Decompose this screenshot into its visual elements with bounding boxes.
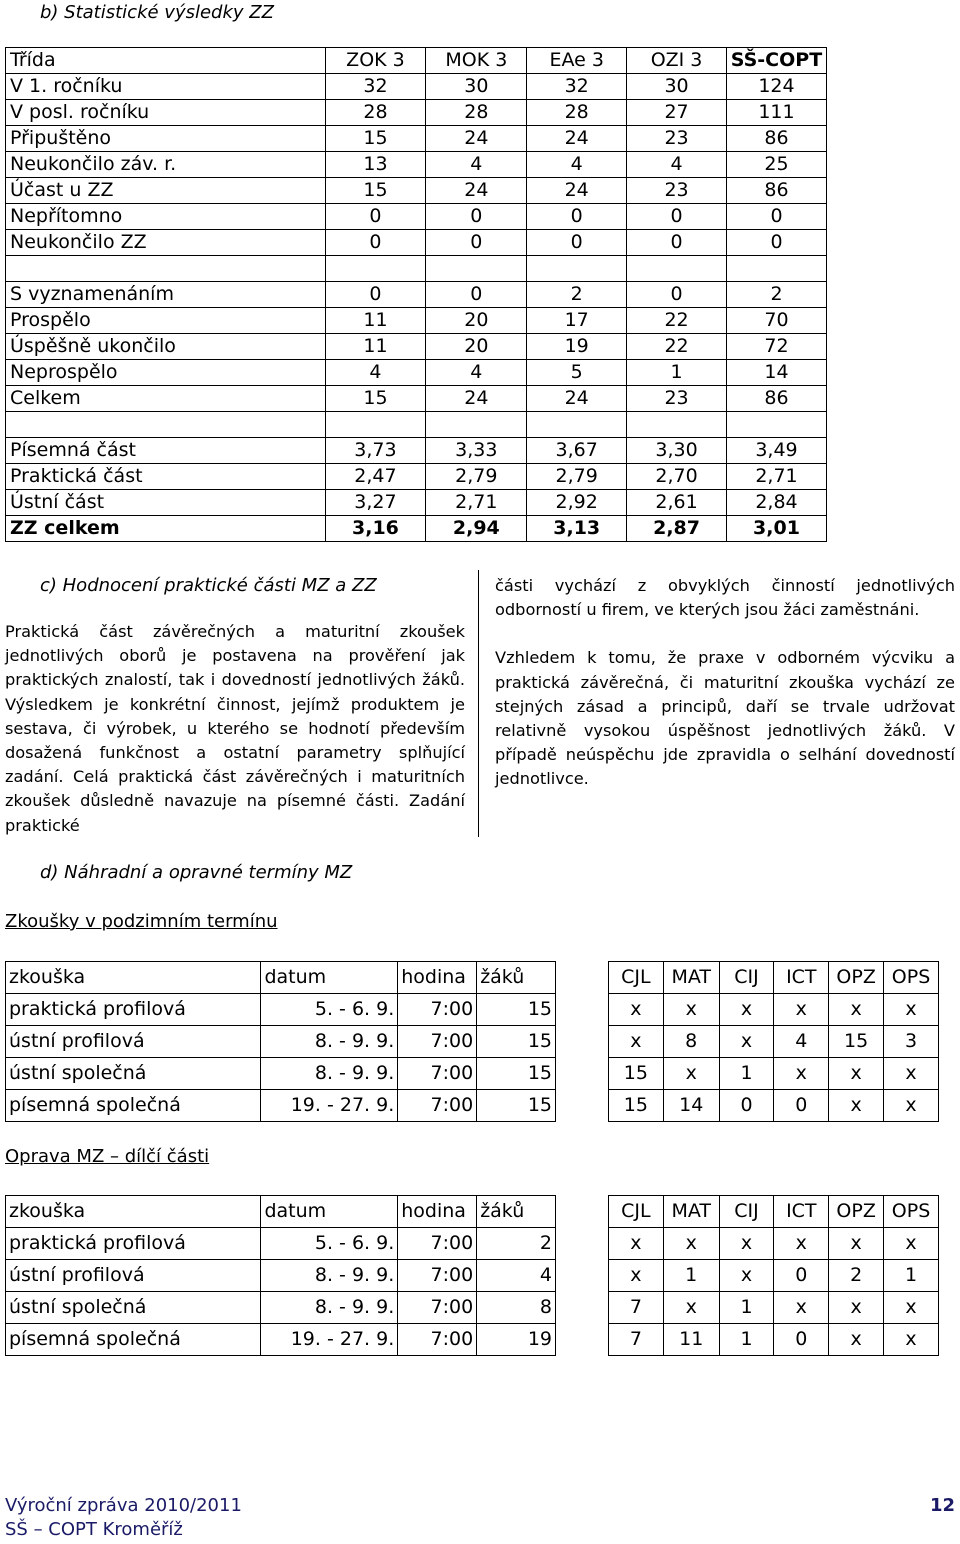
subject-cell: x xyxy=(663,1058,719,1090)
results-cell: 28 xyxy=(426,100,527,126)
results-cell: 13 xyxy=(325,152,426,178)
section-c-left-text: Praktická část závěrečných a maturitní zkoušek jednotlivých oborů je postavena na prověření jak praktických znalostí, tak i dovedností jednotlivých žáků. Výsledkem je konkrétní činnost, jejímž produktem je sestava, či výrobek, u kterého se hodnotí především dosažená funkčnost a ostatní parametry splňující zadání. Celá praktická část závěrečných i maturitních zkoušek důsledně navazuje na písemné části. Zadání praktické xyxy=(5,622,465,835)
subject-cell: 1 xyxy=(719,1324,774,1356)
results-cell: 1 xyxy=(627,360,727,386)
results-cell: 3,73 xyxy=(325,438,426,464)
subject-cell: 1 xyxy=(663,1260,719,1292)
results-cell: 19 xyxy=(527,334,627,360)
results-row-label: Připuštěno xyxy=(6,126,326,152)
exam-cell: 8 xyxy=(477,1292,556,1324)
results-cell: 22 xyxy=(627,334,727,360)
subject-cell: x xyxy=(663,994,719,1026)
subject-cell: x xyxy=(719,1228,774,1260)
results-cell: 15 xyxy=(325,386,426,412)
section-d-title: d) Náhradní a opravné termíny MZ xyxy=(40,862,353,883)
subject-cell: 15 xyxy=(609,1058,664,1090)
subjects-row xyxy=(609,1058,939,1090)
exam-header-row xyxy=(6,962,556,994)
subject-cell: 0 xyxy=(774,1090,829,1122)
results-row xyxy=(6,204,827,230)
results-cell: 0 xyxy=(627,204,727,230)
results-cell xyxy=(325,412,426,438)
results-header-cell: ZOK 3 xyxy=(325,48,426,74)
results-cell: 86 xyxy=(726,178,826,204)
footer-school: SŠ – COPT Kroměříž xyxy=(5,1519,183,1540)
results-cell xyxy=(527,256,627,282)
subject-cell: x xyxy=(884,994,939,1026)
subjects-row xyxy=(609,1026,939,1058)
results-cell: 3,49 xyxy=(726,438,826,464)
subject-cell: 3 xyxy=(884,1026,939,1058)
subjects-row xyxy=(609,1228,939,1260)
results-cell: 24 xyxy=(527,126,627,152)
results-cell: 4 xyxy=(426,152,527,178)
results-row-label: Praktická část xyxy=(6,464,326,490)
results-row xyxy=(6,100,827,126)
exam-row xyxy=(6,1090,556,1122)
subject-cell: 11 xyxy=(663,1324,719,1356)
subject-cell: 14 xyxy=(663,1090,719,1122)
subject-cell: x xyxy=(663,1292,719,1324)
subject-cell: 1 xyxy=(884,1260,939,1292)
results-cell: 2,71 xyxy=(426,490,527,516)
exam-row xyxy=(6,1292,556,1324)
subject-cell: x xyxy=(829,1090,884,1122)
exam-cell: ústní společná xyxy=(6,1058,261,1090)
results-cell: 20 xyxy=(426,308,527,334)
results-cell: 0 xyxy=(527,204,627,230)
results-header-row xyxy=(6,48,827,74)
results-cell: 4 xyxy=(325,360,426,386)
results-cell: 17 xyxy=(527,308,627,334)
results-row-label: Ústní část xyxy=(6,490,326,516)
subjects-header-row xyxy=(609,962,939,994)
results-cell: 0 xyxy=(325,282,426,308)
results-row xyxy=(6,334,827,360)
subject-header-cell: CIJ xyxy=(719,962,774,994)
results-row-label: Písemná část xyxy=(6,438,326,464)
results-cell: 32 xyxy=(325,74,426,100)
results-row-label: Účast u ZZ xyxy=(6,178,326,204)
results-header-cell: SŠ-COPT xyxy=(726,48,826,74)
results-cell: 14 xyxy=(726,360,826,386)
results-cell: 0 xyxy=(426,204,527,230)
results-cell: 2 xyxy=(527,282,627,308)
subject-cell: x xyxy=(609,1228,664,1260)
autumn-exam-table xyxy=(5,961,556,1122)
results-cell: 5 xyxy=(527,360,627,386)
section-c-right-text-2: Vzhledem k tomu, že praxe v odborném výcviku a praktická závěrečná, či maturitní zkouška vychází ze stejných zásad a principů, daří se trvale udržovat relativně vysokou úspěšnost jednotlivých žáků. V případě neúspěchu jde zpravidla o selhání dovedností jednotlivce. xyxy=(495,648,955,789)
results-cell: 24 xyxy=(527,178,627,204)
subject-cell: x xyxy=(884,1058,939,1090)
exam-cell: ústní společná xyxy=(6,1292,261,1324)
results-cell: 15 xyxy=(325,178,426,204)
results-cell: 3,33 xyxy=(426,438,527,464)
exam-cell: 4 xyxy=(477,1260,556,1292)
results-cell: 0 xyxy=(627,282,727,308)
results-row-label: ZZ celkem xyxy=(6,516,326,542)
exam-header-cell: žáků xyxy=(477,962,556,994)
exam-cell: 7:00 xyxy=(398,1090,477,1122)
section-c-right-text-1: části vychází z obvyklých činností jednotlivých odborností u firem, ve kterých jsou žáci zaměstnáni. xyxy=(495,576,955,620)
subjects-row xyxy=(609,1260,939,1292)
subject-cell: x xyxy=(774,1058,829,1090)
results-cell: 0 xyxy=(527,230,627,256)
results-row-label: Prospělo xyxy=(6,308,326,334)
subject-header-cell: CJL xyxy=(609,962,664,994)
exam-cell: 15 xyxy=(477,994,556,1026)
subject-cell: 2 xyxy=(829,1260,884,1292)
results-cell xyxy=(627,412,727,438)
exam-row xyxy=(6,1026,556,1058)
results-cell: 2 xyxy=(726,282,826,308)
results-row xyxy=(6,152,827,178)
section-c-right-column xyxy=(495,574,955,792)
autumn-subtitle: Zkoušky v podzimním termínu xyxy=(5,911,278,932)
subject-cell: 4 xyxy=(774,1026,829,1058)
exam-header-cell: zkouška xyxy=(6,962,261,994)
subject-cell: x xyxy=(829,1292,884,1324)
results-cell: 4 xyxy=(426,360,527,386)
results-cell: 3,27 xyxy=(325,490,426,516)
subject-cell: x xyxy=(609,994,664,1026)
exam-header-cell: datum xyxy=(261,962,398,994)
subject-cell: 0 xyxy=(774,1324,829,1356)
results-cell: 0 xyxy=(726,204,826,230)
subject-cell: x xyxy=(829,1228,884,1260)
exam-row xyxy=(6,1058,556,1090)
subject-cell: x xyxy=(774,1228,829,1260)
results-row-label xyxy=(6,412,326,438)
subject-header-cell: ICT xyxy=(774,1196,829,1228)
results-cell: 0 xyxy=(627,230,727,256)
results-row xyxy=(6,516,827,542)
results-row-label: Nepřítomno xyxy=(6,204,326,230)
results-row-label: Neukončilo záv. r. xyxy=(6,152,326,178)
results-cell: 20 xyxy=(426,334,527,360)
results-cell: 0 xyxy=(325,204,426,230)
results-row-label: Neukončilo ZZ xyxy=(6,230,326,256)
exam-cell: 15 xyxy=(477,1090,556,1122)
results-cell: 28 xyxy=(325,100,426,126)
results-cell: 72 xyxy=(726,334,826,360)
subject-header-cell: OPZ xyxy=(829,962,884,994)
results-row xyxy=(6,360,827,386)
results-cell: 0 xyxy=(325,230,426,256)
subject-cell: x xyxy=(719,1026,774,1058)
subject-cell: x xyxy=(774,1292,829,1324)
exam-row xyxy=(6,1324,556,1356)
results-row xyxy=(6,464,827,490)
exam-cell: 8. - 9. 9. xyxy=(261,1292,398,1324)
results-header-cell: EAe 3 xyxy=(527,48,627,74)
results-cell: 3,30 xyxy=(627,438,727,464)
results-cell: 32 xyxy=(527,74,627,100)
subject-cell: 7 xyxy=(609,1292,664,1324)
exam-cell: ústní profilová xyxy=(6,1026,261,1058)
results-cell: 2,47 xyxy=(325,464,426,490)
results-cell: 28 xyxy=(527,100,627,126)
results-cell: 2,71 xyxy=(726,464,826,490)
exam-cell: 7:00 xyxy=(398,1260,477,1292)
results-cell: 70 xyxy=(726,308,826,334)
footer-report: Výroční zpráva 2010/2011 xyxy=(5,1495,242,1516)
exam-cell: praktická profilová xyxy=(6,1228,261,1260)
exam-cell: praktická profilová xyxy=(6,994,261,1026)
results-cell: 86 xyxy=(726,386,826,412)
exam-header-row xyxy=(6,1196,556,1228)
results-cell: 22 xyxy=(627,308,727,334)
results-cell: 30 xyxy=(627,74,727,100)
results-row-label: Neprospělo xyxy=(6,360,326,386)
results-cell: 0 xyxy=(726,230,826,256)
results-spacer-row xyxy=(6,256,827,282)
exam-row xyxy=(6,1260,556,1292)
results-row-label: V posl. ročníku xyxy=(6,100,326,126)
subjects-row xyxy=(609,1292,939,1324)
exam-cell: 7:00 xyxy=(398,1228,477,1260)
results-header-cell: MOK 3 xyxy=(426,48,527,74)
results-cell: 2,94 xyxy=(426,516,527,542)
results-table xyxy=(5,47,827,542)
section-b-title: b) Statistické výsledky ZZ xyxy=(40,2,274,23)
exam-cell: 8. - 9. 9. xyxy=(261,1260,398,1292)
results-cell: 2,61 xyxy=(627,490,727,516)
exam-cell: 7:00 xyxy=(398,994,477,1026)
results-cell: 24 xyxy=(426,386,527,412)
results-cell: 2,84 xyxy=(726,490,826,516)
results-cell: 23 xyxy=(627,386,727,412)
results-cell: 27 xyxy=(627,100,727,126)
results-spacer-row xyxy=(6,412,827,438)
subjects-header-row xyxy=(609,1196,939,1228)
subject-cell: 1 xyxy=(719,1292,774,1324)
results-row xyxy=(6,178,827,204)
exam-row xyxy=(6,994,556,1026)
subject-header-cell: OPS xyxy=(884,1196,939,1228)
results-row-label: Úspěšně ukončilo xyxy=(6,334,326,360)
results-cell: 2,87 xyxy=(627,516,727,542)
results-cell: 25 xyxy=(726,152,826,178)
subject-cell: x xyxy=(663,1228,719,1260)
results-cell: 23 xyxy=(627,178,727,204)
subject-header-cell: OPS xyxy=(884,962,939,994)
exam-header-cell: hodina xyxy=(398,962,477,994)
subject-cell: x xyxy=(829,994,884,1026)
repair-exam-table xyxy=(5,1195,556,1356)
results-cell xyxy=(527,412,627,438)
repair-subjects-table xyxy=(608,1195,939,1356)
exam-header-cell: datum xyxy=(261,1196,398,1228)
autumn-subjects-table xyxy=(608,961,939,1122)
subject-cell: x xyxy=(884,1324,939,1356)
exam-cell: písemná společná xyxy=(6,1324,261,1356)
exam-header-cell: žáků xyxy=(477,1196,556,1228)
column-divider xyxy=(478,570,479,837)
results-header-cell: Třída xyxy=(6,48,326,74)
results-cell: 24 xyxy=(426,126,527,152)
results-row xyxy=(6,490,827,516)
results-row xyxy=(6,386,827,412)
subject-cell: 8 xyxy=(663,1026,719,1058)
subject-cell: 7 xyxy=(609,1324,664,1356)
results-cell: 30 xyxy=(426,74,527,100)
subject-cell: 0 xyxy=(774,1260,829,1292)
exam-header-cell: zkouška xyxy=(6,1196,261,1228)
results-cell: 3,13 xyxy=(527,516,627,542)
results-row-label xyxy=(6,256,326,282)
results-cell xyxy=(726,412,826,438)
exam-cell: 19 xyxy=(477,1324,556,1356)
results-row-label: Celkem xyxy=(6,386,326,412)
exam-cell: ústní profilová xyxy=(6,1260,261,1292)
exam-cell: 19. - 27. 9. xyxy=(261,1324,398,1356)
results-cell xyxy=(426,412,527,438)
subjects-row xyxy=(609,994,939,1026)
results-cell: 24 xyxy=(527,386,627,412)
exam-cell: 7:00 xyxy=(398,1324,477,1356)
exam-cell: 15 xyxy=(477,1026,556,1058)
results-cell: 3,67 xyxy=(527,438,627,464)
exam-cell: 5. - 6. 9. xyxy=(261,994,398,1026)
results-row xyxy=(6,438,827,464)
results-cell: 2,92 xyxy=(527,490,627,516)
exam-cell: písemná společná xyxy=(6,1090,261,1122)
exam-cell: 2 xyxy=(477,1228,556,1260)
exam-row xyxy=(6,1228,556,1260)
results-cell: 3,01 xyxy=(726,516,826,542)
results-cell: 15 xyxy=(325,126,426,152)
results-cell xyxy=(325,256,426,282)
subject-cell: x xyxy=(719,1260,774,1292)
section-c-title: c) Hodnocení praktické části MZ a ZZ xyxy=(40,575,377,596)
subject-cell: x xyxy=(884,1090,939,1122)
subject-cell: x xyxy=(829,1058,884,1090)
exam-cell: 19. - 27. 9. xyxy=(261,1090,398,1122)
repair-subtitle: Oprava MZ – dílčí části xyxy=(5,1146,210,1167)
results-cell xyxy=(726,256,826,282)
exam-cell: 7:00 xyxy=(398,1026,477,1058)
subject-header-cell: CJL xyxy=(609,1196,664,1228)
results-cell: 23 xyxy=(627,126,727,152)
results-header-cell: OZI 3 xyxy=(627,48,727,74)
page-number: 12 xyxy=(929,1495,955,1516)
results-cell: 86 xyxy=(726,126,826,152)
subject-header-cell: OPZ xyxy=(829,1196,884,1228)
results-cell: 4 xyxy=(627,152,727,178)
results-row xyxy=(6,74,827,100)
subject-cell: x xyxy=(609,1026,664,1058)
subject-cell: x xyxy=(609,1260,664,1292)
subject-cell: 15 xyxy=(609,1090,664,1122)
results-cell: 124 xyxy=(726,74,826,100)
results-row-label: S vyznamenáním xyxy=(6,282,326,308)
subject-header-cell: MAT xyxy=(663,962,719,994)
exam-cell: 8. - 9. 9. xyxy=(261,1058,398,1090)
results-cell xyxy=(426,256,527,282)
results-row xyxy=(6,230,827,256)
subjects-row xyxy=(609,1090,939,1122)
subject-cell: x xyxy=(884,1292,939,1324)
results-cell: 11 xyxy=(325,308,426,334)
results-row xyxy=(6,126,827,152)
results-row xyxy=(6,282,827,308)
results-cell: 24 xyxy=(426,178,527,204)
subject-header-cell: CIJ xyxy=(719,1196,774,1228)
exam-cell: 15 xyxy=(477,1058,556,1090)
subject-cell: x xyxy=(884,1228,939,1260)
subject-cell: x xyxy=(829,1324,884,1356)
results-cell: 11 xyxy=(325,334,426,360)
subject-header-cell: ICT xyxy=(774,962,829,994)
results-cell: 2,79 xyxy=(527,464,627,490)
exam-cell: 5. - 6. 9. xyxy=(261,1228,398,1260)
results-cell: 4 xyxy=(527,152,627,178)
subject-cell: 1 xyxy=(719,1058,774,1090)
exam-header-cell: hodina xyxy=(398,1196,477,1228)
exam-cell: 7:00 xyxy=(398,1292,477,1324)
section-c-left-column xyxy=(5,620,465,838)
exam-cell: 7:00 xyxy=(398,1058,477,1090)
subject-cell: x xyxy=(774,994,829,1026)
results-cell: 111 xyxy=(726,100,826,126)
results-cell: 2,79 xyxy=(426,464,527,490)
results-cell xyxy=(627,256,727,282)
results-cell: 3,16 xyxy=(325,516,426,542)
subject-cell: 0 xyxy=(719,1090,774,1122)
results-cell: 0 xyxy=(426,282,527,308)
results-row-label: V 1. ročníku xyxy=(6,74,326,100)
results-cell: 0 xyxy=(426,230,527,256)
subjects-row xyxy=(609,1324,939,1356)
subject-header-cell: MAT xyxy=(663,1196,719,1228)
results-row xyxy=(6,308,827,334)
subject-cell: x xyxy=(719,994,774,1026)
results-cell: 2,70 xyxy=(627,464,727,490)
exam-cell: 8. - 9. 9. xyxy=(261,1026,398,1058)
subject-cell: 15 xyxy=(829,1026,884,1058)
